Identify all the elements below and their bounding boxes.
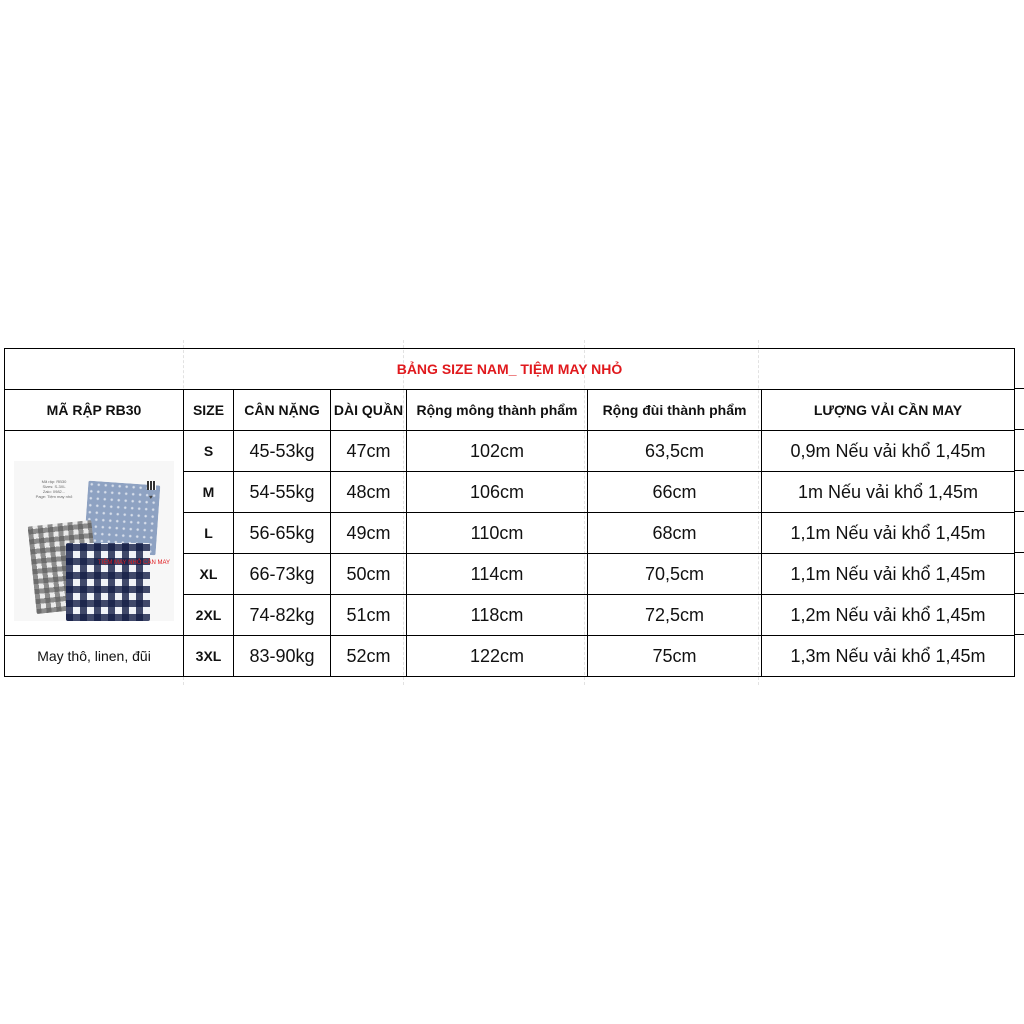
weight-cell: 45-53kg: [234, 431, 331, 472]
header-hip-width: Rộng mông thành phẩm: [407, 390, 588, 431]
navy-plaid-shorts-image: [66, 543, 150, 621]
weight-cell: 54-55kg: [234, 472, 331, 513]
header-row: [5, 390, 1015, 431]
header-size: SIZE: [184, 390, 234, 431]
heart-icon: ♥: [149, 494, 153, 501]
header-length: DÀI QUẦN: [331, 390, 407, 431]
photo-caption: Mã rập: RB30 Sizes: S-3XL Zalo: 0982... Page: Tiệm may nhỏ: [35, 478, 73, 499]
length-cell: 52cm: [331, 636, 407, 677]
thigh-cell: 72,5cm: [588, 595, 762, 636]
hip-cell: 110cm: [407, 513, 588, 554]
thigh-cell: 66cm: [588, 472, 762, 513]
size-cell: 2XL: [184, 595, 234, 636]
weight-cell: 83-90kg: [234, 636, 331, 677]
length-cell: 51cm: [331, 595, 407, 636]
fabric-cell: 1,2m Nếu vải khổ 1,45m: [762, 595, 1015, 636]
product-photo: [14, 461, 174, 621]
header-pattern-code: MÃ RẬP RB30: [5, 390, 184, 431]
photo-watermark: TIỆM MAY NHỎ CẦN MAY: [98, 559, 171, 566]
table-row: [5, 431, 1015, 472]
thigh-cell: 68cm: [588, 513, 762, 554]
length-cell: 47cm: [331, 431, 407, 472]
fabric-cell: 1,1m Nếu vải khổ 1,45m: [762, 554, 1015, 595]
size-cell: XL: [184, 554, 234, 595]
hip-cell: 114cm: [407, 554, 588, 595]
fabric-cell: 1m Nếu vải khổ 1,45m: [762, 472, 1015, 513]
size-cell: M: [184, 472, 234, 513]
hip-cell: 122cm: [407, 636, 588, 677]
thigh-cell: 70,5cm: [588, 554, 762, 595]
fabric-cell: 1,3m Nếu vải khổ 1,45m: [762, 636, 1015, 677]
header-thigh-width: Rộng đùi thành phẩm: [588, 390, 762, 431]
header-weight: CÂN NẶNG: [234, 390, 331, 431]
qr-code-icon: [147, 481, 156, 490]
table-title: BẢNG SIZE NAM_ TIỆM MAY NHỎ: [5, 349, 1015, 390]
table-row: [5, 636, 1015, 677]
size-cell: S: [184, 431, 234, 472]
size-cell: L: [184, 513, 234, 554]
header-fabric-amount: LƯỢNG VẢI CẦN MAY: [762, 390, 1015, 431]
thigh-cell: 63,5cm: [588, 431, 762, 472]
next-column-edge: [1014, 348, 1024, 676]
weight-cell: 74-82kg: [234, 595, 331, 636]
weight-cell: 56-65kg: [234, 513, 331, 554]
size-chart-table: [4, 348, 1015, 677]
material-note: May thô, linen, đũi: [5, 636, 184, 677]
fabric-cell: 0,9m Nếu vải khổ 1,45m: [762, 431, 1015, 472]
hip-cell: 102cm: [407, 431, 588, 472]
weight-cell: 66-73kg: [234, 554, 331, 595]
hip-cell: 118cm: [407, 595, 588, 636]
thigh-cell: 75cm: [588, 636, 762, 677]
length-cell: 48cm: [331, 472, 407, 513]
product-image-cell: [5, 431, 184, 636]
length-cell: 50cm: [331, 554, 407, 595]
hip-cell: 106cm: [407, 472, 588, 513]
fabric-cell: 1,1m Nếu vải khổ 1,45m: [762, 513, 1015, 554]
length-cell: 49cm: [331, 513, 407, 554]
size-cell: 3XL: [184, 636, 234, 677]
